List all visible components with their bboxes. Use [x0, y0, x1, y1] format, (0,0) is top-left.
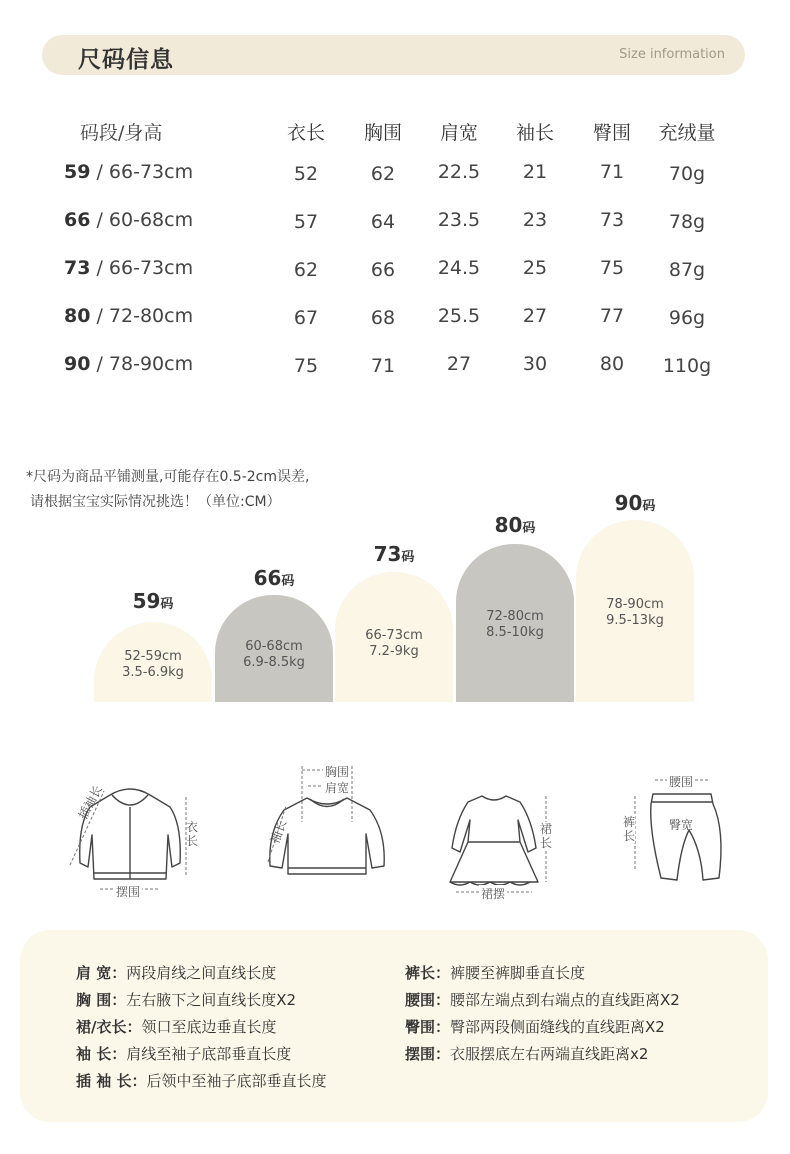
measure-note-line1: *尺码为商品平铺测量,可能存在0.5-2cm误差,: [26, 469, 310, 485]
definition-item: 臀围：臀部两段侧面缝线的直线距离X2: [405, 1018, 665, 1036]
page-subtitle: Size information: [619, 47, 725, 62]
pants-waist-label: 腰围: [669, 775, 694, 789]
arch-label-66: 66码: [253, 566, 295, 590]
table-cell: 24.5: [437, 257, 481, 279]
table-cell: 62: [370, 163, 396, 185]
table-cell: 27: [522, 305, 548, 327]
table-cell: 30: [522, 353, 548, 375]
definition-item: 袖 长：肩线至袖子底部垂直长度: [76, 1045, 292, 1063]
table-cell: 68: [370, 307, 396, 329]
table-cell: 22.5: [437, 161, 481, 183]
table-header-shoulder: 肩宽: [439, 122, 478, 144]
definition-item: 裙/衣长：领口至底边垂直长度: [76, 1018, 277, 1036]
table-cell: 62: [293, 259, 319, 281]
table-row: 90 / 78-90cm: [64, 353, 194, 375]
table-cell: 23: [522, 209, 548, 231]
table-header-hip: 臀围: [592, 122, 631, 144]
definition-item: 插 袖 长：后领中至袖子底部垂直长度: [76, 1072, 327, 1090]
arch-label-59: 59码: [132, 589, 174, 613]
table-cell: 25: [522, 257, 548, 279]
table-cell: 75: [599, 257, 625, 279]
dress-hem-label: 裙摆: [481, 887, 506, 901]
table-cell: 57: [293, 211, 319, 233]
sweater-sleeve-label: 袖长: [267, 818, 290, 846]
arch-text-66: 60-68cm 6.9-8.5kg: [243, 639, 305, 670]
arch-label-90: 90码: [614, 491, 656, 515]
arch-text-59: 52-59cm 3.5-6.9kg: [122, 649, 184, 680]
definition-item: 摆围：衣服摆底左右两端直线距离x2: [405, 1045, 649, 1063]
jacket-sleeve-label: 插袖长: [75, 783, 106, 822]
table-cell: 96g: [668, 307, 706, 329]
definition-item: 胸 围：左右腋下之间直线长度X2: [76, 991, 297, 1009]
table-cell: 73: [599, 209, 625, 231]
table-row: 80 / 72-80cm: [64, 305, 194, 327]
table-header-sleeve: 袖长: [515, 122, 554, 144]
measure-note-line2: 请根据宝宝实际情况挑选！（单位:CM）: [30, 494, 281, 510]
table-cell: 27: [446, 353, 472, 375]
table-row: 59 / 66-73cm: [64, 161, 194, 183]
pants-hip-label: 臀宽: [669, 818, 694, 832]
table-row: 73 / 66-73cm: [64, 257, 194, 279]
table-row: 66 / 60-68cm: [64, 209, 194, 231]
table-header-length: 衣长: [286, 122, 325, 144]
arch-label-80: 80码: [494, 513, 536, 537]
header-banner: [42, 35, 745, 75]
table-header-size: 码段/身高: [80, 122, 163, 144]
table-cell: 67: [293, 307, 319, 329]
table-cell: 64: [370, 211, 396, 233]
page-title: 尺码信息: [78, 47, 174, 73]
definition-item: 肩 宽：两段肩线之间直线长度: [76, 964, 277, 982]
jacket-length-label: 衣长: [186, 820, 199, 848]
table-cell: 71: [599, 161, 625, 183]
table-cell: 77: [599, 305, 625, 327]
table-cell: 75: [293, 355, 319, 377]
arch-text-80: 72-80cm 8.5-10kg: [486, 609, 544, 640]
sweater-shoulder-label: 肩宽: [325, 781, 350, 795]
table-cell: 78g: [668, 211, 706, 233]
definition-item: 腰围：腰部左端点到右端点的直线距离X2: [405, 991, 680, 1009]
table-cell: 66: [370, 259, 396, 281]
table-cell: 25.5: [437, 305, 481, 327]
table-cell: 71: [370, 355, 396, 377]
arch-label-73: 73码: [373, 542, 415, 566]
table-cell: 23.5: [437, 209, 481, 231]
table-cell: 110g: [662, 355, 712, 377]
table-header-chest: 胸围: [363, 122, 402, 144]
table-cell: 52: [293, 163, 319, 185]
pants-length-label: 裤长: [623, 815, 636, 843]
arch-text-73: 66-73cm 7.2-9kg: [365, 628, 423, 659]
arch-text-90: 78-90cm 9.5-13kg: [606, 597, 664, 628]
table-cell: 21: [522, 161, 548, 183]
table-cell: 80: [599, 353, 625, 375]
dress-length-label: 裙长: [540, 822, 553, 850]
table-header-fill: 充绒量: [658, 122, 716, 144]
sweater-chest-label: 胸围: [325, 765, 350, 779]
definition-item: 裤长：裤腰至裤脚垂直长度: [405, 964, 586, 982]
table-cell: 70g: [668, 163, 706, 185]
table-cell: 87g: [668, 259, 706, 281]
jacket-hem-label: 摆围: [116, 885, 141, 899]
